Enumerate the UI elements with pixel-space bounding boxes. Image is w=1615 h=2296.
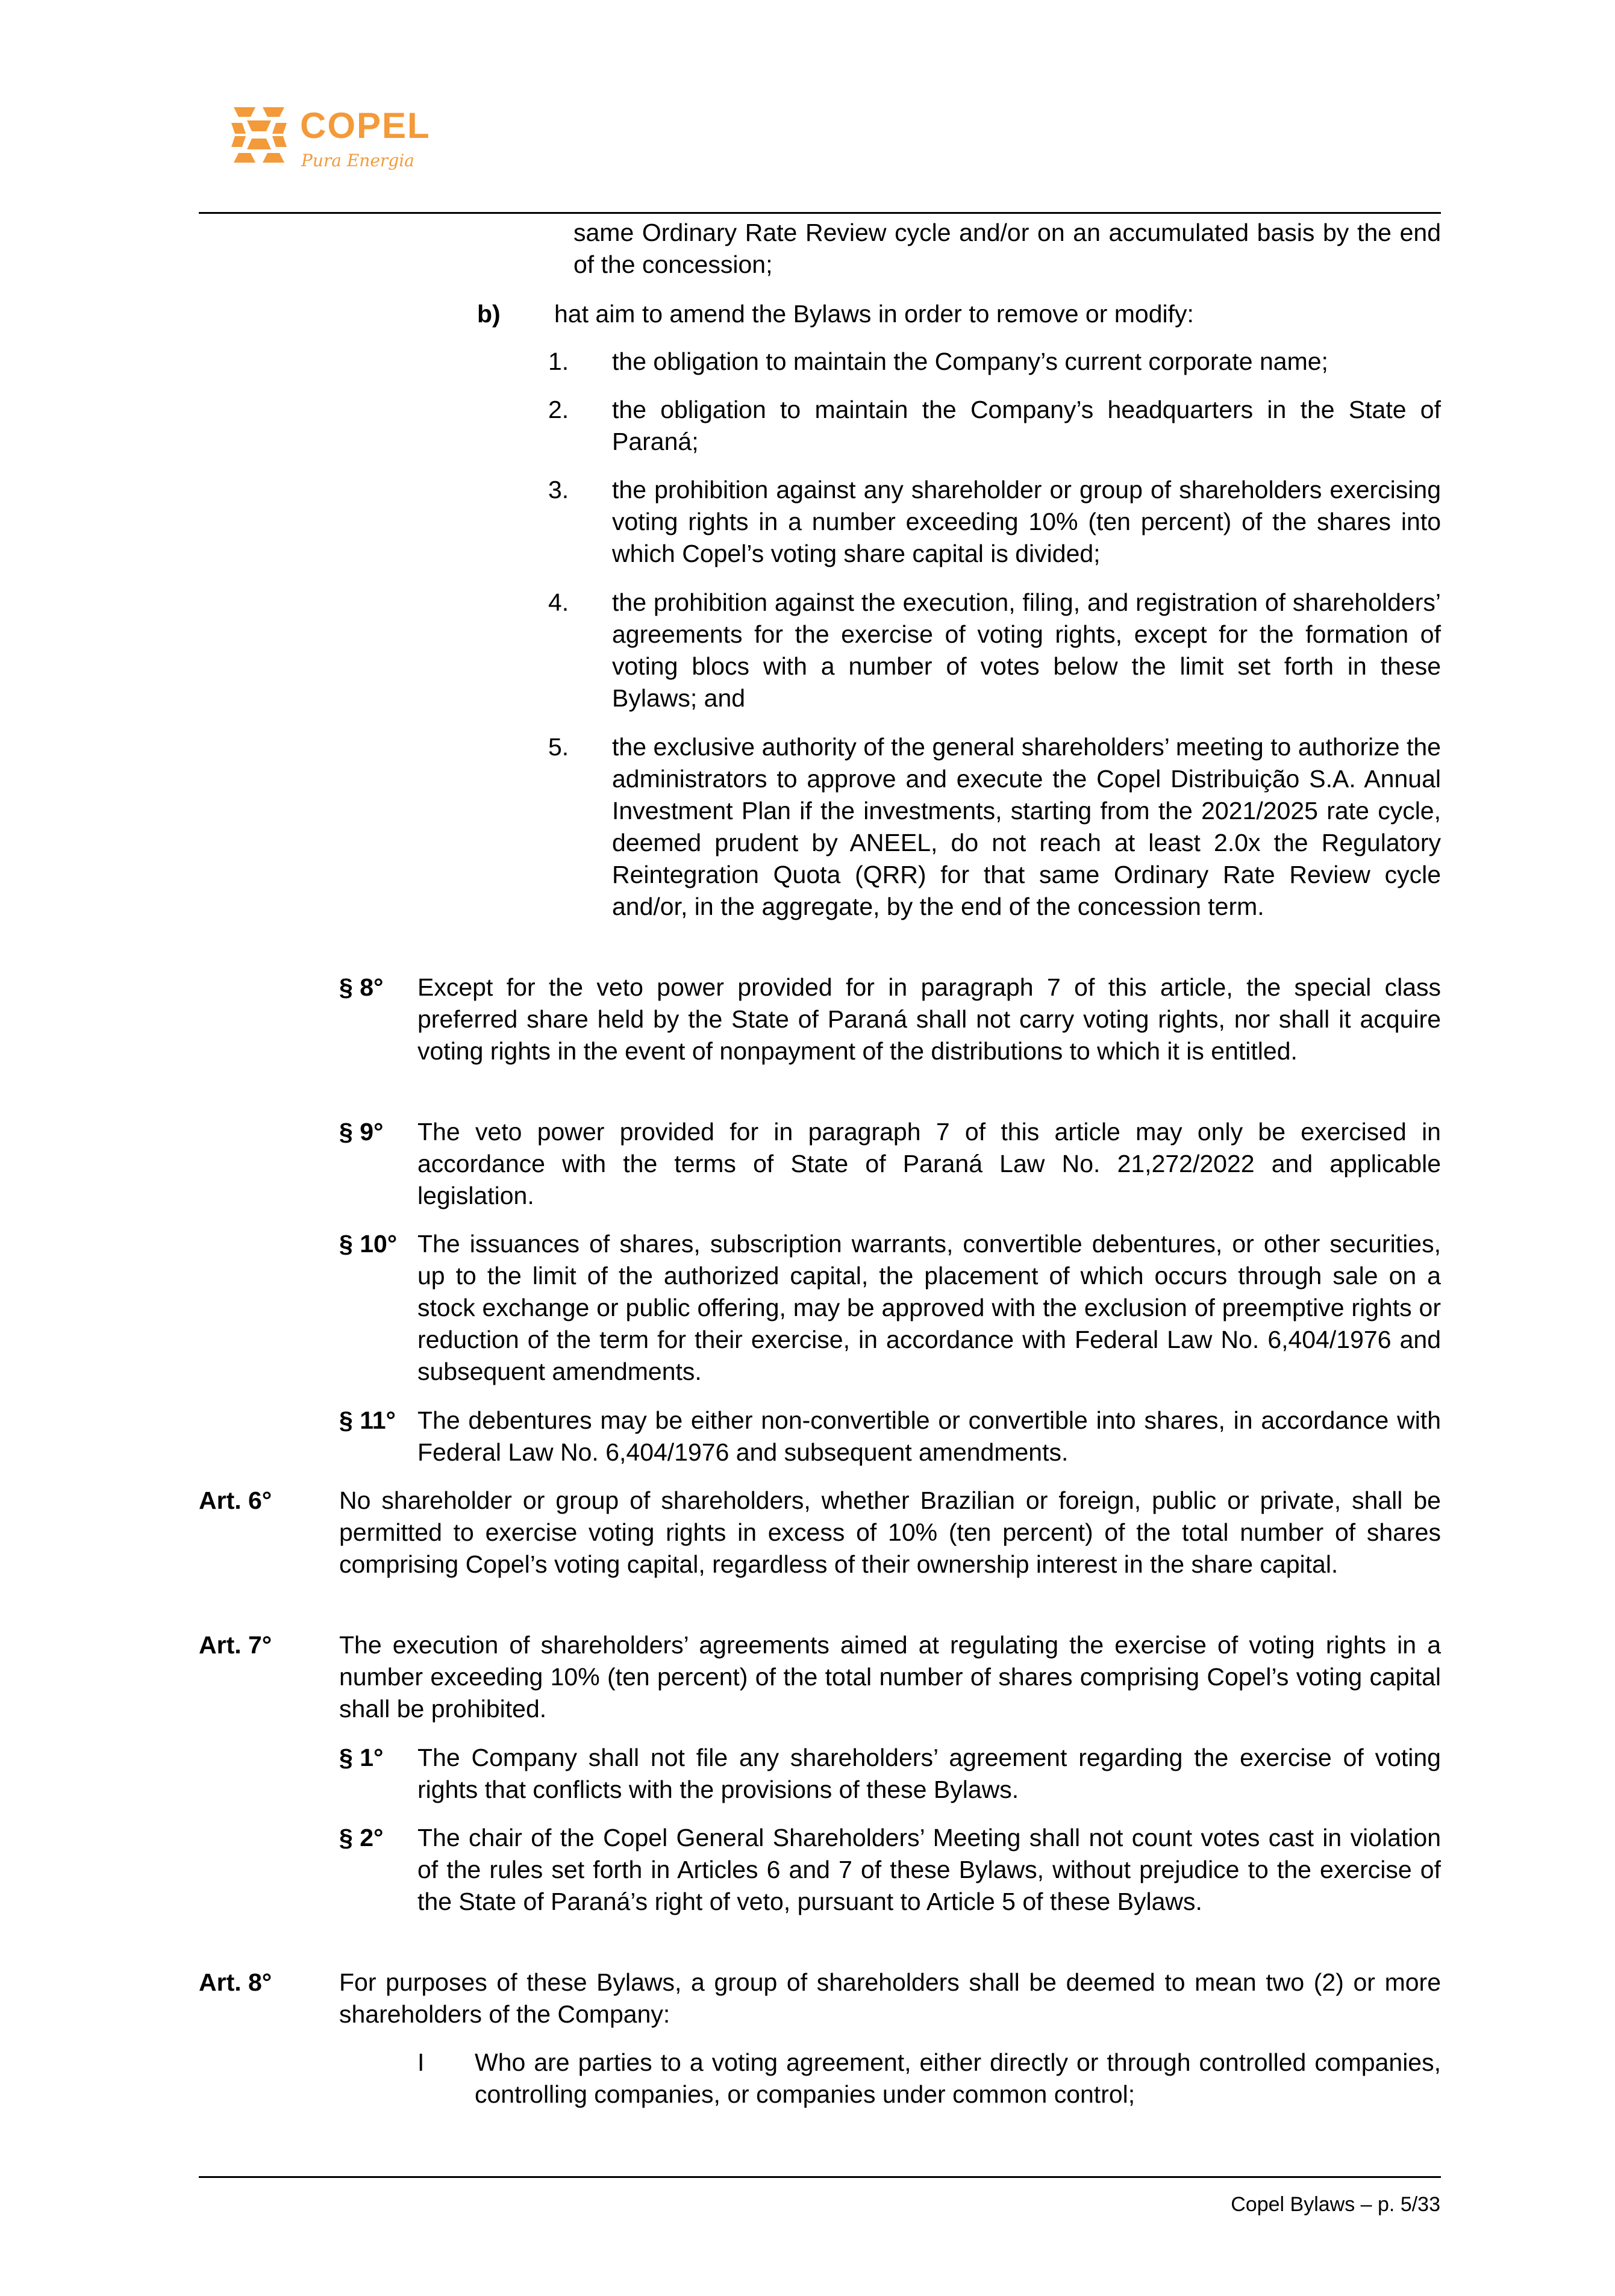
paragraph-label: § 1°: [339, 1744, 384, 1771]
paragraph-label: § 11°: [339, 1406, 396, 1434]
subitem-text: the prohibition against the execution, filing, and registration of shareholders’ agreements for the exercise of voting rights, except for the formation of voting blocs with a number of votes below the limit set forth in these Bylaws; and: [612, 588, 1441, 712]
subitem-number: 4.: [548, 588, 569, 616]
article-text: The execution of shareholders’ agreements aimed at regulating the exercise of voting rights in a number exceeding 10% (ten percent) of the total number of shares comprising Copel’s voting capital shall be prohibited.: [339, 1631, 1441, 1723]
header-divider: [199, 212, 1441, 214]
subitem-text: the obligation to maintain the Company’s current corporate name;: [612, 348, 1328, 375]
logo-tagline: Pura Energia: [301, 151, 414, 170]
subitem-text: the exclusive authority of the general shareholders’ meeting to authorize the administrators to approve and execute the Copel Distribuição S.A. Annual Investment Plan if the investments, starting from the 2021/2025 rate cycle, deemed prudent by ANEEL, do not reach at least 2.0x the Regulatory Reintegration Quota (QRR) for that same Ordinary Rate Review cycle and/or, in the aggregate, by the end of the concession term.: [612, 733, 1441, 920]
footer-divider: [199, 2176, 1441, 2178]
subitem-number: 3.: [548, 476, 569, 504]
paragraph-label: § 9°: [339, 1118, 384, 1146]
subitem-text: the obligation to maintain the Company’s headquarters in the State of Paraná;: [612, 396, 1441, 455]
item-b-label: b): [477, 300, 501, 328]
paragraph-text: The veto power provided for in paragraph 7 of this article may only be exercised in accordance with the terms of State of Paraná Law No. 21,272/2022 and applicable legislation.: [417, 1118, 1441, 1209]
article-label: Art. 7°: [199, 1631, 272, 1659]
subitem-number: 1.: [548, 348, 569, 375]
item-roman-label: I: [417, 2048, 425, 2076]
article-label: Art. 6°: [199, 1486, 272, 1514]
article-label: Art. 8°: [199, 1968, 272, 1996]
page-footer: Copel Bylaws – p. 5/33: [1231, 2193, 1440, 2216]
subitem-number: 2.: [548, 396, 569, 423]
paragraph-text: The issuances of shares, subscription warrants, convertible debentures, or other securities, up to the limit of the authorized capital, the placement of which occurs through sale on a stock exchange or public offering, may be approved with the exclusion of preemptive rights or reduction of the term for their exercise, in accordance with Federal Law No. 6,404/1976 and subsequent amendments.: [417, 1230, 1441, 1385]
article-text: No shareholder or group of shareholders, whether Brazilian or foreign, public or private, shall be permitted to exercise voting rights in excess of 10% (ten percent) of the total number of shares comprising Copel’s voting capital, regardless of their ownership interest in the share capital.: [339, 1486, 1441, 1578]
paragraph-label: § 2°: [339, 1824, 384, 1851]
paragraph-label: § 8°: [339, 973, 384, 1001]
paragraph-text: The debentures may be either non-convertible or convertible into shares, in accordance with Federal Law No. 6,404/1976 and subsequent amendments.: [417, 1406, 1441, 1466]
paragraph-text: Except for the veto power provided for in paragraph 7 of this article, the special class preferred share held by the State of Paraná shall not carry voting rights, nor shall it acquire voting rights in the event of nonpayment of the distributions to which it is entitled.: [417, 973, 1441, 1065]
paragraph-label: § 10°: [339, 1230, 398, 1258]
paragraph-text: The chair of the Copel General Shareholders’ Meeting shall not count votes cast in violation of the rules set forth in Articles 6 and 7 of these Bylaws, without prejudice to the exercise of the State of Paraná’s right of veto, pursuant to Article 5 of these Bylaws.: [417, 1824, 1441, 1915]
copel-emblem-icon: [229, 105, 289, 165]
copel-logo: [229, 102, 431, 181]
paragraph-text: The Company shall not file any shareholders’ agreement regarding the exercise of voting rights that conflicts with the provisions of these Bylaws.: [417, 1744, 1441, 1803]
subitem-number: 5.: [548, 733, 569, 761]
subitem-text: the prohibition against any shareholder or group of shareholders exercising voting rights in a number exceeding 10% (ten percent) of the shares into which Copel’s voting share capital is divided;: [612, 476, 1441, 567]
item-b-text: hat aim to amend the Bylaws in order to remove or modify:: [554, 300, 1194, 328]
item-roman-text: Who are parties to a voting agreement, either directly or through controlled companies, controlling companies, or companies under common control;: [475, 2048, 1441, 2108]
continued-text: same Ordinary Rate Review cycle and/or on an accumulated basis by the end of the concession;: [573, 219, 1441, 278]
article-text: For purposes of these Bylaws, a group of shareholders shall be deemed to mean two (2) or more shareholders of the Company:: [339, 1968, 1441, 2028]
logo-brand-text: COPEL: [300, 105, 431, 146]
